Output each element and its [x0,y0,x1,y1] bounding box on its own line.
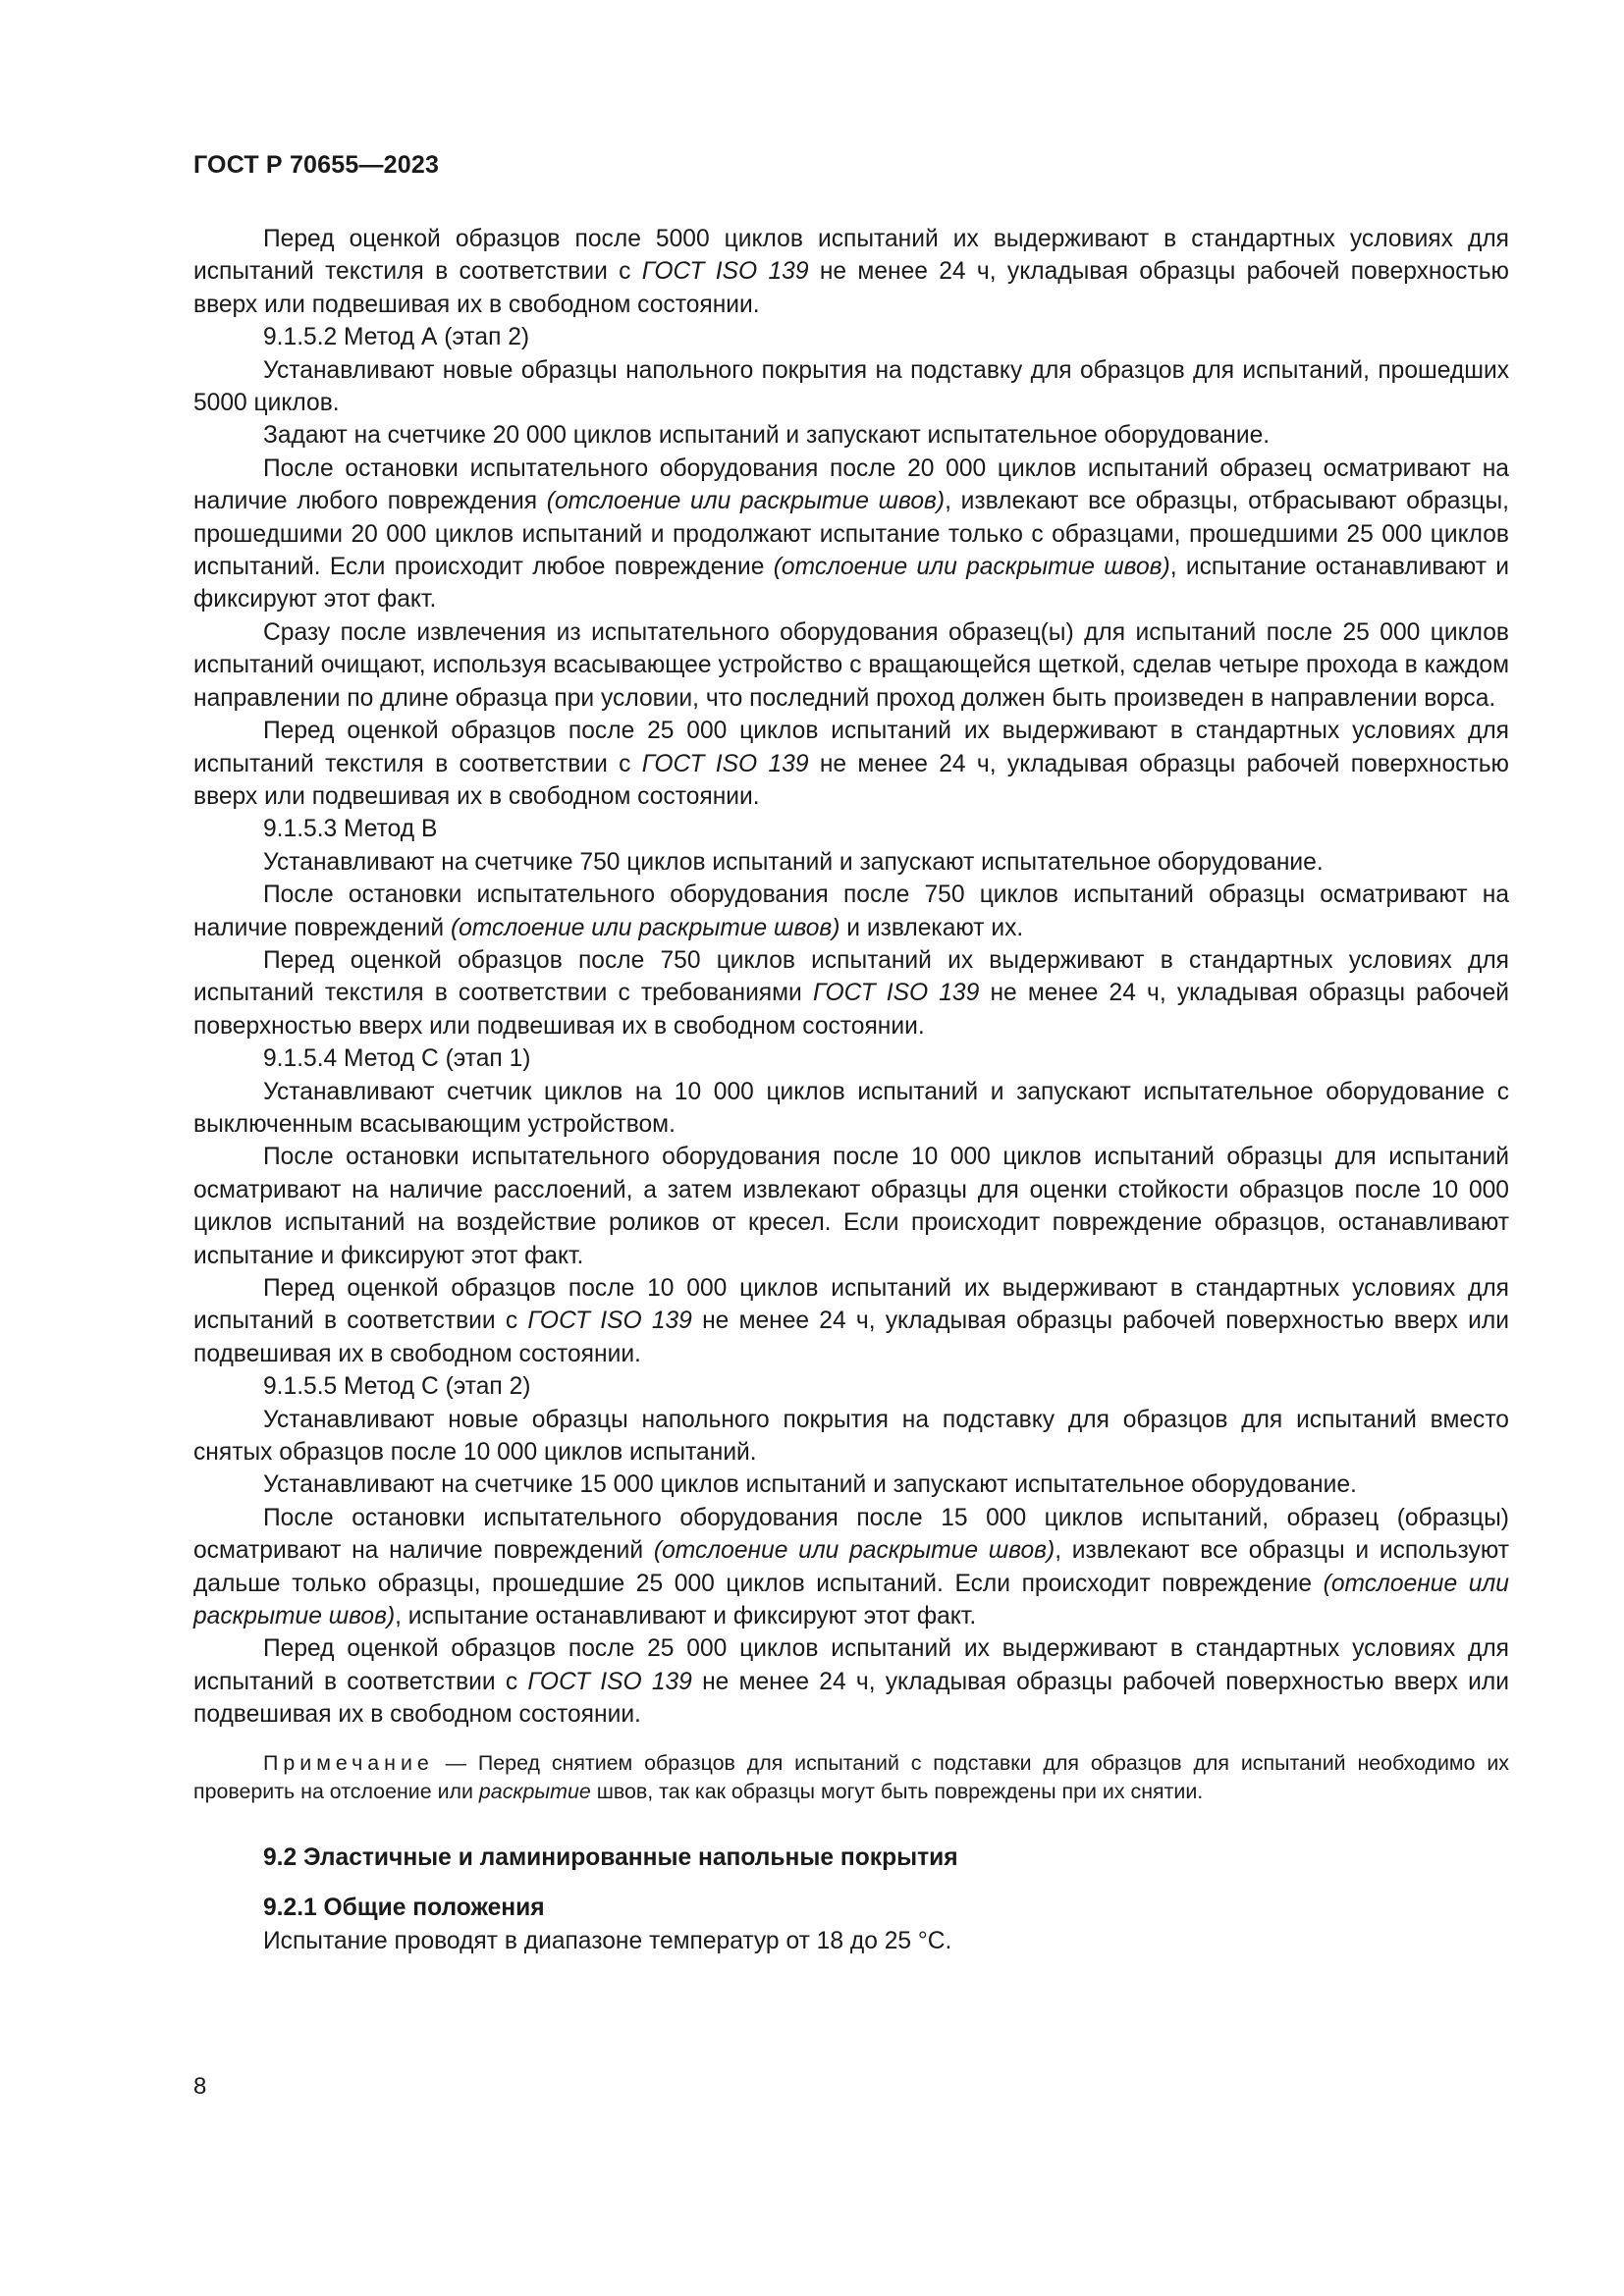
paragraph: Устанавливают счетчик циклов на 10 000 циклов испытаний и запускают испытательное оборудование с выключенным всасывающим устройством. [193,1078,1509,1138]
subsection-heading: 9.1.5.5 Метод С (этап 2) [263,1373,531,1401]
paragraph: Устанавливают на счетчике 750 циклов испытаний и запускают испытательное оборудование. [263,848,1324,876]
paragraph: Сразу после извлечения из испытательного оборудования образец(ы) для испытаний после 25 000 циклов испытаний очищают, используя всасывающее устройство с вращающейся щеткой, сделав четыре прохода в каждом направлении по длине образца при условии, что последний проход должен быть произведен в направлении ворса. [193,618,1509,712]
subsection-title: 9.2.1 Общие положения [263,1895,545,1922]
paragraph: Перед оценкой образцов после 25 000 циклов испытаний их выдерживают в стандартных условиях для испытаний текстиля в соответствии с ГОСТ ISO 139 не менее 24 ч, укладывая образцы рабочей поверхностью вверх или подвешивая их в свободном состоянии. [193,718,1509,810]
paragraph: Перед оценкой образцов после 10 000 циклов испытаний их выдерживают в стандартных условиях для испытаний в соответствии с ГОСТ ISO 139 не менее 24 ч, укладывая образцы рабочей поверхностью вверх или подвешивая их в свободном состоянии. [193,1275,1509,1367]
paragraph: Устанавливают новые образцы напольного покрытия на подставку для образцов для испытаний вместо снятых образцов после 10 000 циклов испытаний. [193,1406,1509,1467]
page-number: 8 [193,2073,207,2100]
standard-reference: ГОСТ ISO 139 [527,1668,692,1695]
subsection-heading: 9.1.5.4 Метод С (этап 1) [263,1045,531,1073]
standard-reference: ГОСТ ISO 139 [527,1308,692,1335]
document-body [193,223,1509,1957]
section-title: 9.2 Эластичные и ламинированные напольные покрытия [263,1843,958,1871]
paragraph: После остановки испытательного оборудования после 15 000 циклов испытаний, образец (образцы) осматривают на наличие повреждений (отслоение или раскрытие швов), извлекают все образцы и используют дальше только образцы, прошедшие 25 000 циклов испытаний. Если происходит повреждение (отслоение или раскрытие швов), испытание останавливают и фиксируют этот факт. [193,1504,1509,1630]
paragraph: Перед оценкой образцов после 25 000 циклов испытаний их выдерживают в стандартных условиях для испытаний в соответствии с ГОСТ ISO 139 не менее 24 ч, укладывая образцы рабочей поверхностью вверх или подвешивая их в свободном состоянии. [193,1635,1509,1729]
subsection-heading: 9.1.5.3 Метод В [263,816,438,843]
paragraph: Испытание проводят в диапазоне температур от 18 до 25 °С. [263,1927,952,1954]
paragraph: После остановки испытательного оборудования после 750 циклов испытаний образцы осматривают на наличие повреждений (отслоение или раскрытие швов) и извлекают их. [193,881,1509,941]
paragraph: Перед оценкой образцов после 5000 циклов испытаний их выдерживают в стандартных условиях для испытаний текстиля в соответствии с ГОСТ ISO 139 не менее 24 ч, укладывая образцы рабочей поверхностью вверх или подвешивая их в свободном состоянии. [193,226,1509,318]
note: Примечание — Перед снятием образцов для испытаний с подставки для образцов для испытаний необходимо их проверить на отслоение или раскрытие швов, так как образцы могут быть повреждены при их снятии. [193,1750,1509,1803]
paragraph: Перед оценкой образцов после 750 циклов испытаний их выдерживают в стандартных условиях для испытаний текстиля в соответствии с требованиями ГОСТ ISO 139 не менее 24 ч, укладывая образцы рабочей поверхностью вверх или подвешивая их в свободном состоянии. [193,946,1509,1040]
note-label: Примечание [263,1750,434,1775]
standard-reference: ГОСТ ISO 139 [641,258,809,286]
paragraph: После остановки испытательного оборудования после 10 000 циклов испытаний образцы для испытаний осматривают на наличие расслоений, а затем извлекают образцы для оценки стойкости образцов после 10 000 циклов испытаний на воздействие роликов от кресел. Если происходит повреждение образцов, останавливают испытание и фиксируют этот факт. [193,1144,1509,1269]
standard-reference: ГОСТ ISO 139 [812,980,980,1007]
paragraph: Устанавливают новые образцы напольного покрытия на подставку для образцов для испытаний, прошедших 5000 циклов. [193,356,1509,417]
subsection-heading: 9.1.5.2 Метод А (этап 2) [263,324,530,351]
paragraph: После остановки испытательного оборудования после 20 000 циклов испытаний образец осматривают на наличие любого повреждения (отслоение или раскрытие швов), извлекают все образцы, отбрасывают образцы, прошедшими 20 000 циклов испытаний и продолжают испытание только с образцами, прошедшими 25 000 циклов испытаний. Если происходит любое повреждение (отслоение или раскрытие швов), испытание останавливают и фиксируют этот факт. [193,454,1510,614]
paragraph: Устанавливают на счетчике 15 000 циклов испытаний и запускают испытательное оборудование. [263,1471,1357,1499]
paragraph: Задают на счетчике 20 000 циклов испытаний и запускают испытательное оборудование. [263,422,1271,450]
standard-reference: ГОСТ ISO 139 [641,750,809,777]
standard-code-header: ГОСТ Р 70655—2023 [193,151,440,179]
